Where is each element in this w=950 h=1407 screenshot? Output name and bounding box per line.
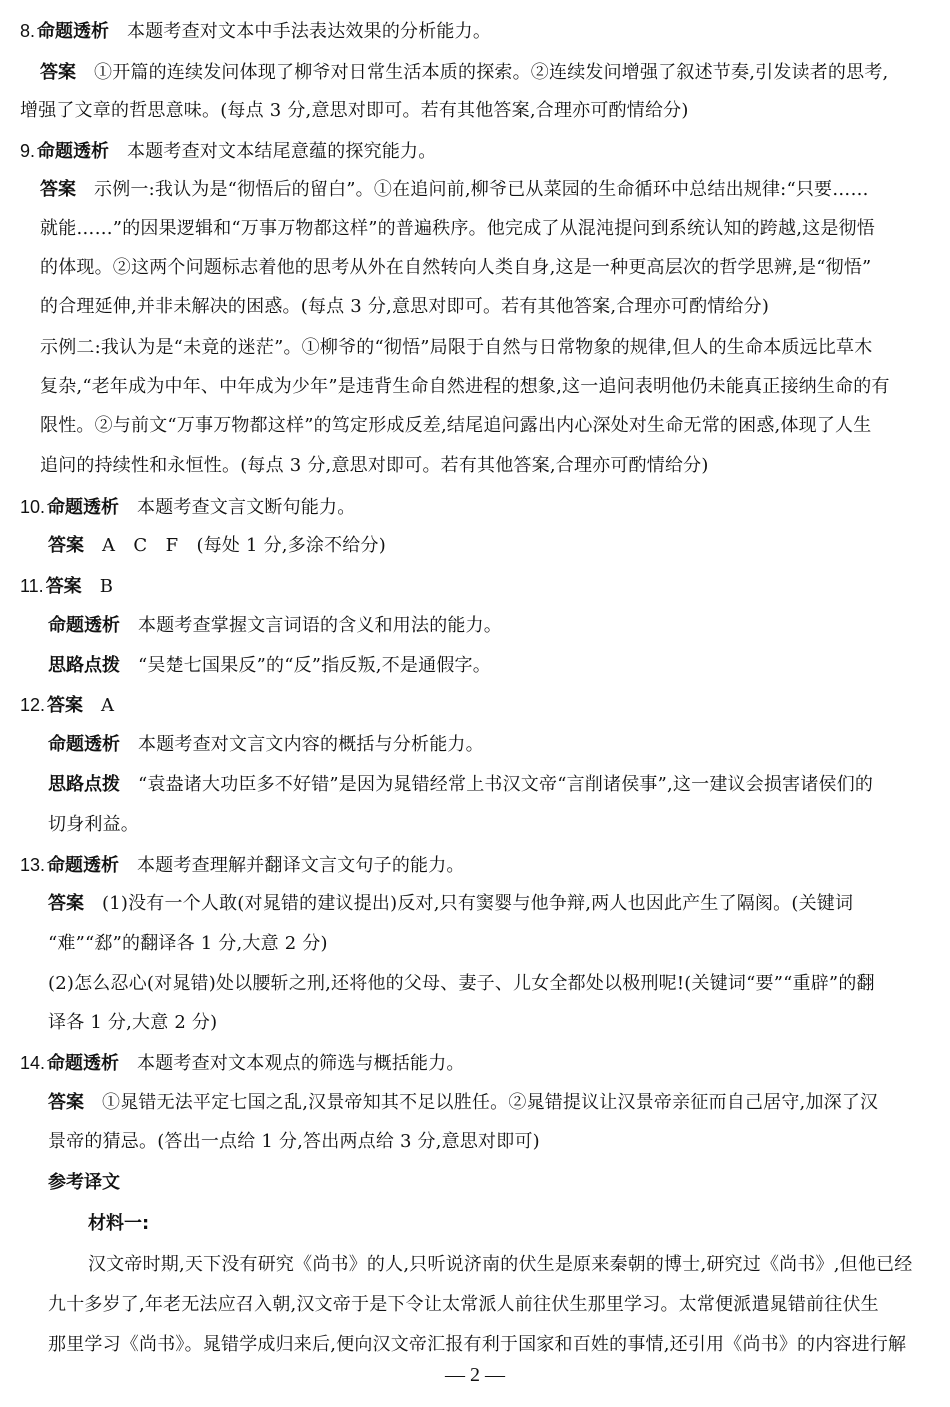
analysis-label: 命题透析 [48,734,120,755]
answer-text: 的体现。②这两个问题标志着他的思考从外在自然转向人类自身,这是一种更高层次的哲学思辨,是“彻悟” [40,257,872,278]
analysis-label: 命题透析 [37,141,110,162]
answer-text: (2)怎么忍心(对晁错)处以腰斩之刑,还将他的父母、妻子、儿女全都处以极刑呢!(关键词“要”“重辟”的翻 [48,973,875,994]
q9-example1-line [0,214,950,244]
q12-hint-continuation [0,810,950,840]
question-number: 8. [20,21,36,41]
q14-answer-continuation [0,1127,950,1157]
answer-label: 答案 [40,179,76,200]
question-number: 13. [20,855,46,875]
q12-answer-line [0,690,950,720]
analysis-text: 本题考查掌握文言词语的含义和用法的能力。 [138,615,502,636]
answer-label: 答案 [45,576,82,597]
q13-analysis-line [0,850,950,880]
q12-hint-line [0,770,950,800]
translation-text: 汉文帝时期,天下没有研究《尚书》的人,只听说济南的伏生是原来秦朝的博士,研究过《尚书》,但他已经 [88,1254,913,1275]
answer-label: 答案 [48,1092,84,1113]
answer-text: A C F (每处 1 分,多涂不给分) [102,535,386,556]
q13-answer-line-2 [0,969,950,999]
q13-answer-continuation-2 [0,1008,950,1038]
answer-label: 答案 [48,893,84,914]
analysis-label: 命题透析 [37,21,110,42]
question-number: 10. [20,497,46,517]
q8-analysis-line [0,16,950,46]
analysis-label: 命题透析 [47,497,120,518]
answer-text: 示例一:我认为是“彻悟后的留白”。①在追问前,柳爷已从菜园的生命循环中总结出规律:“只要…… [94,179,869,200]
hint-label: 思路点拨 [48,774,120,795]
question-number: 12. [20,695,46,715]
q9-example2-line [0,333,950,363]
hint-text: “袁盎诸大功臣多不好错”是因为晁错经常上书汉文帝“言削诸侯事”,这一建议会损害诸侯们的 [138,774,874,795]
answer-text: A [101,695,115,716]
q11-answer-line [0,571,950,601]
analysis-text: 本题考查对文本结尾意蕴的探究能力。 [127,141,437,162]
q9-analysis-line [0,136,950,166]
answer-text: 示例二:我认为是“未竟的迷茫”。①柳爷的“彻悟”局限于自然与日常物象的规律,但人的生命本质远比草木 [40,337,873,358]
answer-text: 追问的持续性和永恒性。(每点 3 分,意思对即可。若有其他答案,合理亦可酌情给分) [40,455,709,476]
answer-text: 景帝的猜忌。(答出一点给 1 分,答出两点给 3 分,意思对即可) [48,1131,540,1152]
analysis-text: 本题考查对文本观点的筛选与概括能力。 [137,1053,465,1074]
q9-example2-line [0,411,950,441]
analysis-text: 本题考查对文本中手法表达效果的分析能力。 [127,21,492,42]
q9-example2-line [0,451,950,481]
translation-line [0,1330,950,1360]
q9-answer-line [0,175,950,205]
answer-text: 限性。②与前文“万事万物都这样”的笃定形成反差,结尾追问露出内心深处对生命无常的困惑,体现了人生 [40,415,872,436]
q10-answer-line [0,531,950,561]
q12-analysis-line [0,730,950,760]
material-label: 材料一: [88,1213,150,1234]
question-number: 9. [20,141,36,161]
answer-text: “难”“郄”的翻译各 1 分,大意 2 分) [48,933,328,954]
hint-label: 思路点拨 [48,655,120,676]
answer-label: 答案 [48,535,84,556]
q9-example1-line [0,292,950,322]
answer-text: 复杂,“老年成为中年、中年成为少年”是违背生命自然进程的想象,这一追问表明他仍未能真正接纳生命的有 [40,376,890,397]
hint-text: 切身利益。 [48,814,139,835]
page-number: — 2 — [445,1364,505,1386]
answer-text: (1)没有一个人敢(对晁错的建议提出)反对,只有窦婴与他争辩,两人也因此产生了隔阂。(关键词 [102,893,854,914]
q9-example2-line [0,372,950,402]
hint-text: “吴楚七国果反”的“反”指反叛,不是通假字。 [138,655,491,676]
answer-text: 就能……”的因果逻辑和“万事万物都这样”的普遍秩序。他完成了从混沌提问到系统认知的跨越,这是彻悟 [40,218,875,239]
question-number: 11. [20,576,44,596]
q8-answer-continuation [0,96,950,126]
translation-text: 那里学习《尚书》。晁错学成归来后,便向汉文帝汇报有利于国家和百姓的事情,还引用《尚书》的内容进行解 [48,1334,907,1355]
translation-text: 九十多岁了,年老无法应召入朝,汉文帝于是下令让太常派人前往伏生那里学习。太常便派遣晁错前往伏生 [48,1294,879,1315]
answer-text: ①开篇的连续发问体现了柳爷对日常生活本质的探索。②连续发问增强了叙述节奏,引发读者的思考, [94,62,889,83]
q13-answer-continuation [0,929,950,959]
answer-label: 答案 [40,62,76,83]
q9-example1-line [0,253,950,283]
material-label-line [0,1209,950,1239]
q8-answer-line [0,58,950,88]
question-number: 14. [20,1053,46,1073]
translation-heading-line [0,1168,950,1198]
q14-analysis-line [0,1048,950,1078]
analysis-label: 命题透析 [47,1053,120,1074]
analysis-label: 命题透析 [47,855,120,876]
translation-line [0,1290,950,1320]
answer-text: B [99,576,114,597]
q11-hint-line [0,651,950,681]
q14-answer-line [0,1088,950,1118]
answer-text: 的合理延伸,并非未解决的困惑。(每点 3 分,意思对即可。若有其他答案,合理亦可酌情给分) [40,296,770,317]
answer-text: 译各 1 分,大意 2 分) [48,1012,218,1033]
q10-analysis-line [0,492,950,522]
q13-answer-line [0,889,950,919]
analysis-label: 命题透析 [48,615,120,636]
analysis-text: 本题考查对文言文内容的概括与分析能力。 [138,734,484,755]
answer-text: 增强了文章的哲思意味。(每点 3 分,意思对即可。若有其他答案,合理亦可酌情给分) [20,100,689,121]
analysis-text: 本题考查理解并翻译文言文句子的能力。 [137,855,465,876]
q11-analysis-line [0,611,950,641]
answer-text: ①晁错无法平定七国之乱,汉景帝知其不足以胜任。②晁错提议让汉景帝亲征而自己居守,加深了汉 [102,1092,879,1113]
analysis-text: 本题考查文言文断句能力。 [137,497,356,518]
translation-line [0,1250,950,1280]
answer-label: 答案 [47,695,84,716]
translation-heading: 参考译文 [48,1172,120,1193]
